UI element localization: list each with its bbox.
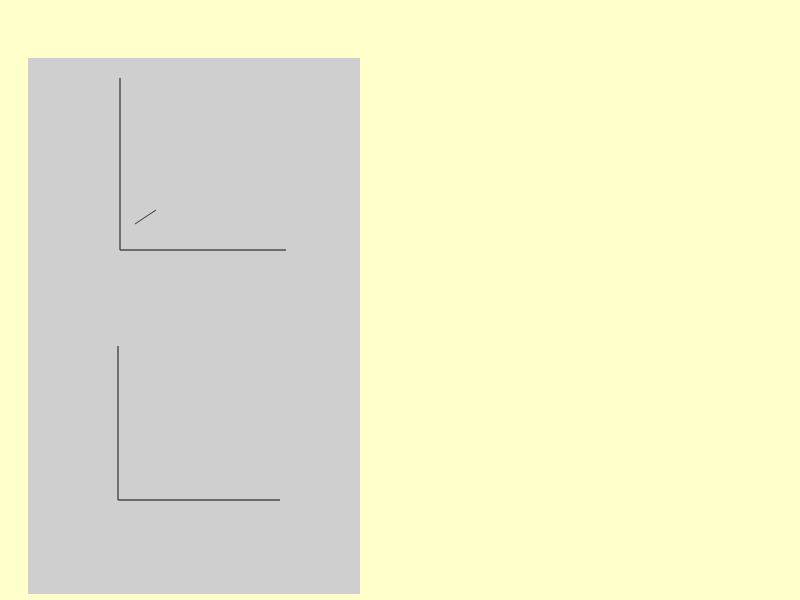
figures-svg bbox=[28, 58, 360, 594]
top-curve2-leader bbox=[135, 210, 156, 224]
figure-bottom bbox=[118, 346, 280, 500]
scanned-figures bbox=[28, 58, 360, 594]
figure-top bbox=[120, 78, 286, 250]
